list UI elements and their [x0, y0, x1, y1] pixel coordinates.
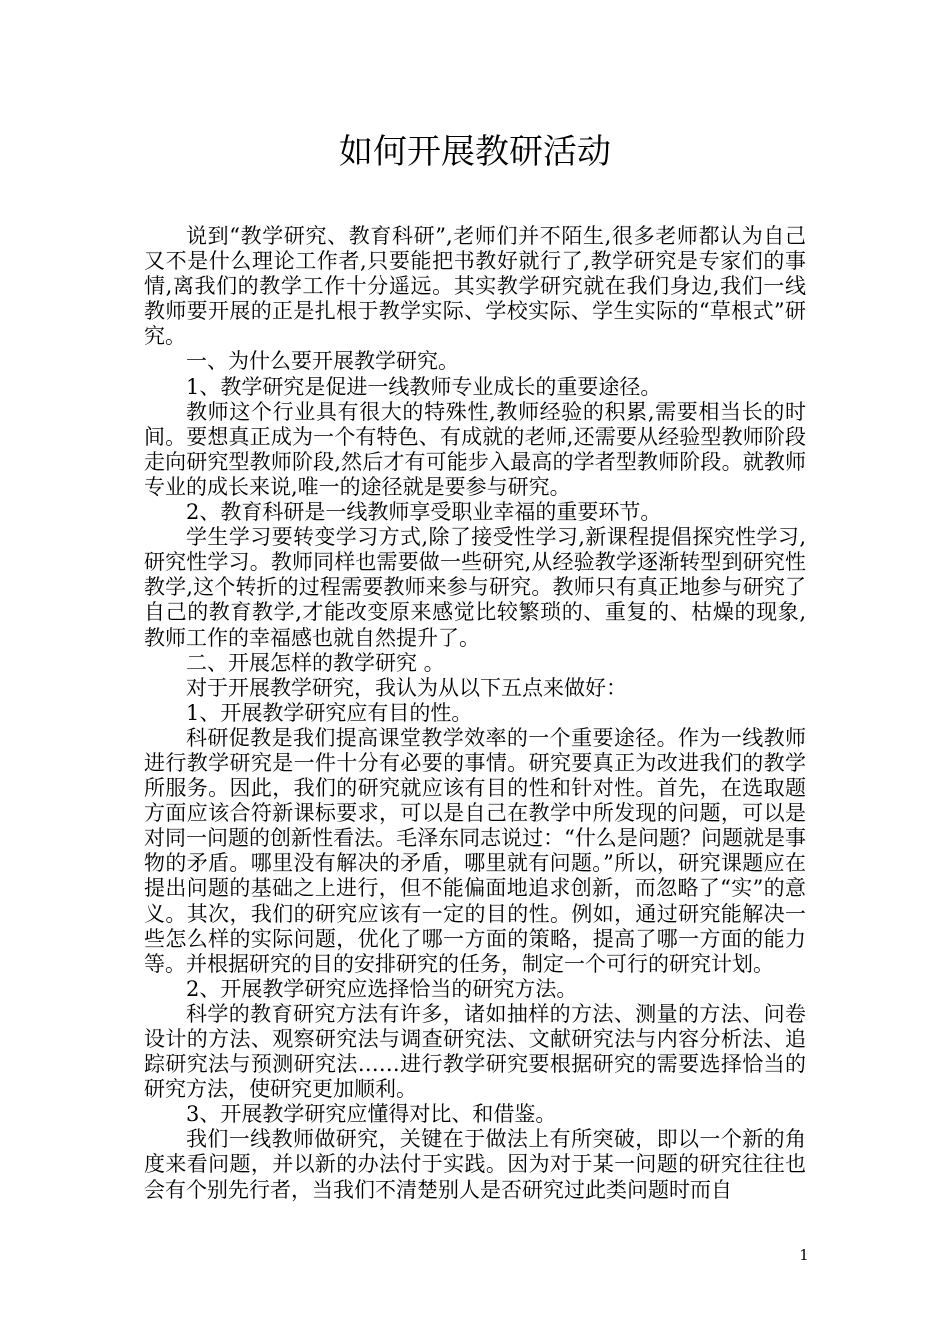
- subsection-heading: 2、教育科研是一线教师享受职业幸福的重要环节。: [186, 500, 662, 525]
- subsection-heading: 3、开展教学研究应懂得对比、和借鉴。: [186, 1102, 557, 1127]
- subsection-heading: 1、开展教学研究应有目的性。: [186, 700, 473, 725]
- paragraph: 说到“教学研究、教育科研”,老师们并不陌生,很多老师都认为自己又不是什么理论工作者,只要能把书教好就行了,教学研究是专家们的事情,离我们的教学工作十分遥远。其实教学研究就在我们身边,我们一线教师要开展的正是扎根于教学实际、学校实际、学生实际的“草根式”研究。: [144, 224, 806, 349]
- body-text: [144, 224, 806, 1203]
- paragraph: 对于开展教学研究，我认为从以下五点来做好：: [186, 675, 627, 700]
- section-heading: 一、为什么要开展教学研究。: [186, 349, 459, 374]
- subsection-heading: 2、开展教学研究应选择恰当的研究方法。: [186, 976, 578, 1001]
- paragraph: 科学的教育研究方法有许多，诸如抽样的方法、测量的方法、问卷设计的方法、观察研究法与调查研究法、文献研究法与内容分析法、追踪研究法与预测研究法……进行教学研究要根据研究的需要选择恰当的研究方法，使研究更加顺利。: [144, 1001, 806, 1102]
- page-title: 如何开展教研活动: [339, 132, 611, 172]
- section-heading: 二、开展怎样的教学研究 。: [186, 650, 445, 675]
- paragraph: 科研促教是我们提高课堂教学效率的一个重要途径。作为一线教师进行教学研究是一件十分有必要的事情。研究要真正为改进我们的教学所服务。因此，我们的研究就应该有目的性和针对性。首先，在选取题方面应该合符新课标要求，可以是自己在教学中所发现的问题，可以是对同一问题的创新性看法。毛泽东同志说过：“什么是问题？问题就是事物的矛盾。哪里没有解决的矛盾，哪里就有问题。”所以，研究课题应在提出问题的基础之上进行，但不能偏面地追求创新，而忽略了“实”的意义。其次，我们的研究应该有一定的目的性。例如，通过研究能解决一些怎么样的实际问题，优化了哪一方面的策略，提高了哪一方面的能力等。并根据研究的目的安排研究的任务，制定一个可行的研究计划。: [144, 725, 806, 976]
- subsection-heading: 1、教学研究是促进一线教师专业成长的重要途径。: [186, 374, 662, 399]
- page-number: 1: [799, 1246, 809, 1264]
- paragraph: 学生学习要转变学习方式,除了接受性学习,新课程提倡探究性学习,研究性学习。教师同样也需要做一些研究,从经验教学逐渐转型到研究性教学,这个转折的过程需要教师来参与研究。教师只有真正地参与研究了自己的教育教学,才能改变原来感觉比较繁琐的、重复的、枯燥的现象,教师工作的幸福感也就自然提升了。: [144, 525, 806, 650]
- paragraph: 我们一线教师做研究，关键在于做法上有所突破，即以一个新的角度来看问题，并以新的办法付于实践。因为对于某一问题的研究往往也会有个别先行者，当我们不清楚别人是否研究过此类问题时而自: [144, 1127, 806, 1202]
- paragraph: 教师这个行业具有很大的特殊性,教师经验的积累,需要相当长的时间。要想真正成为一个有特色、有成就的老师,还需要从经验型教师阶段走向研究型教师阶段,然后才有可能步入最高的学者型教师阶段。就教师专业的成长来说,唯一的途径就是要参与研究。: [144, 399, 806, 499]
